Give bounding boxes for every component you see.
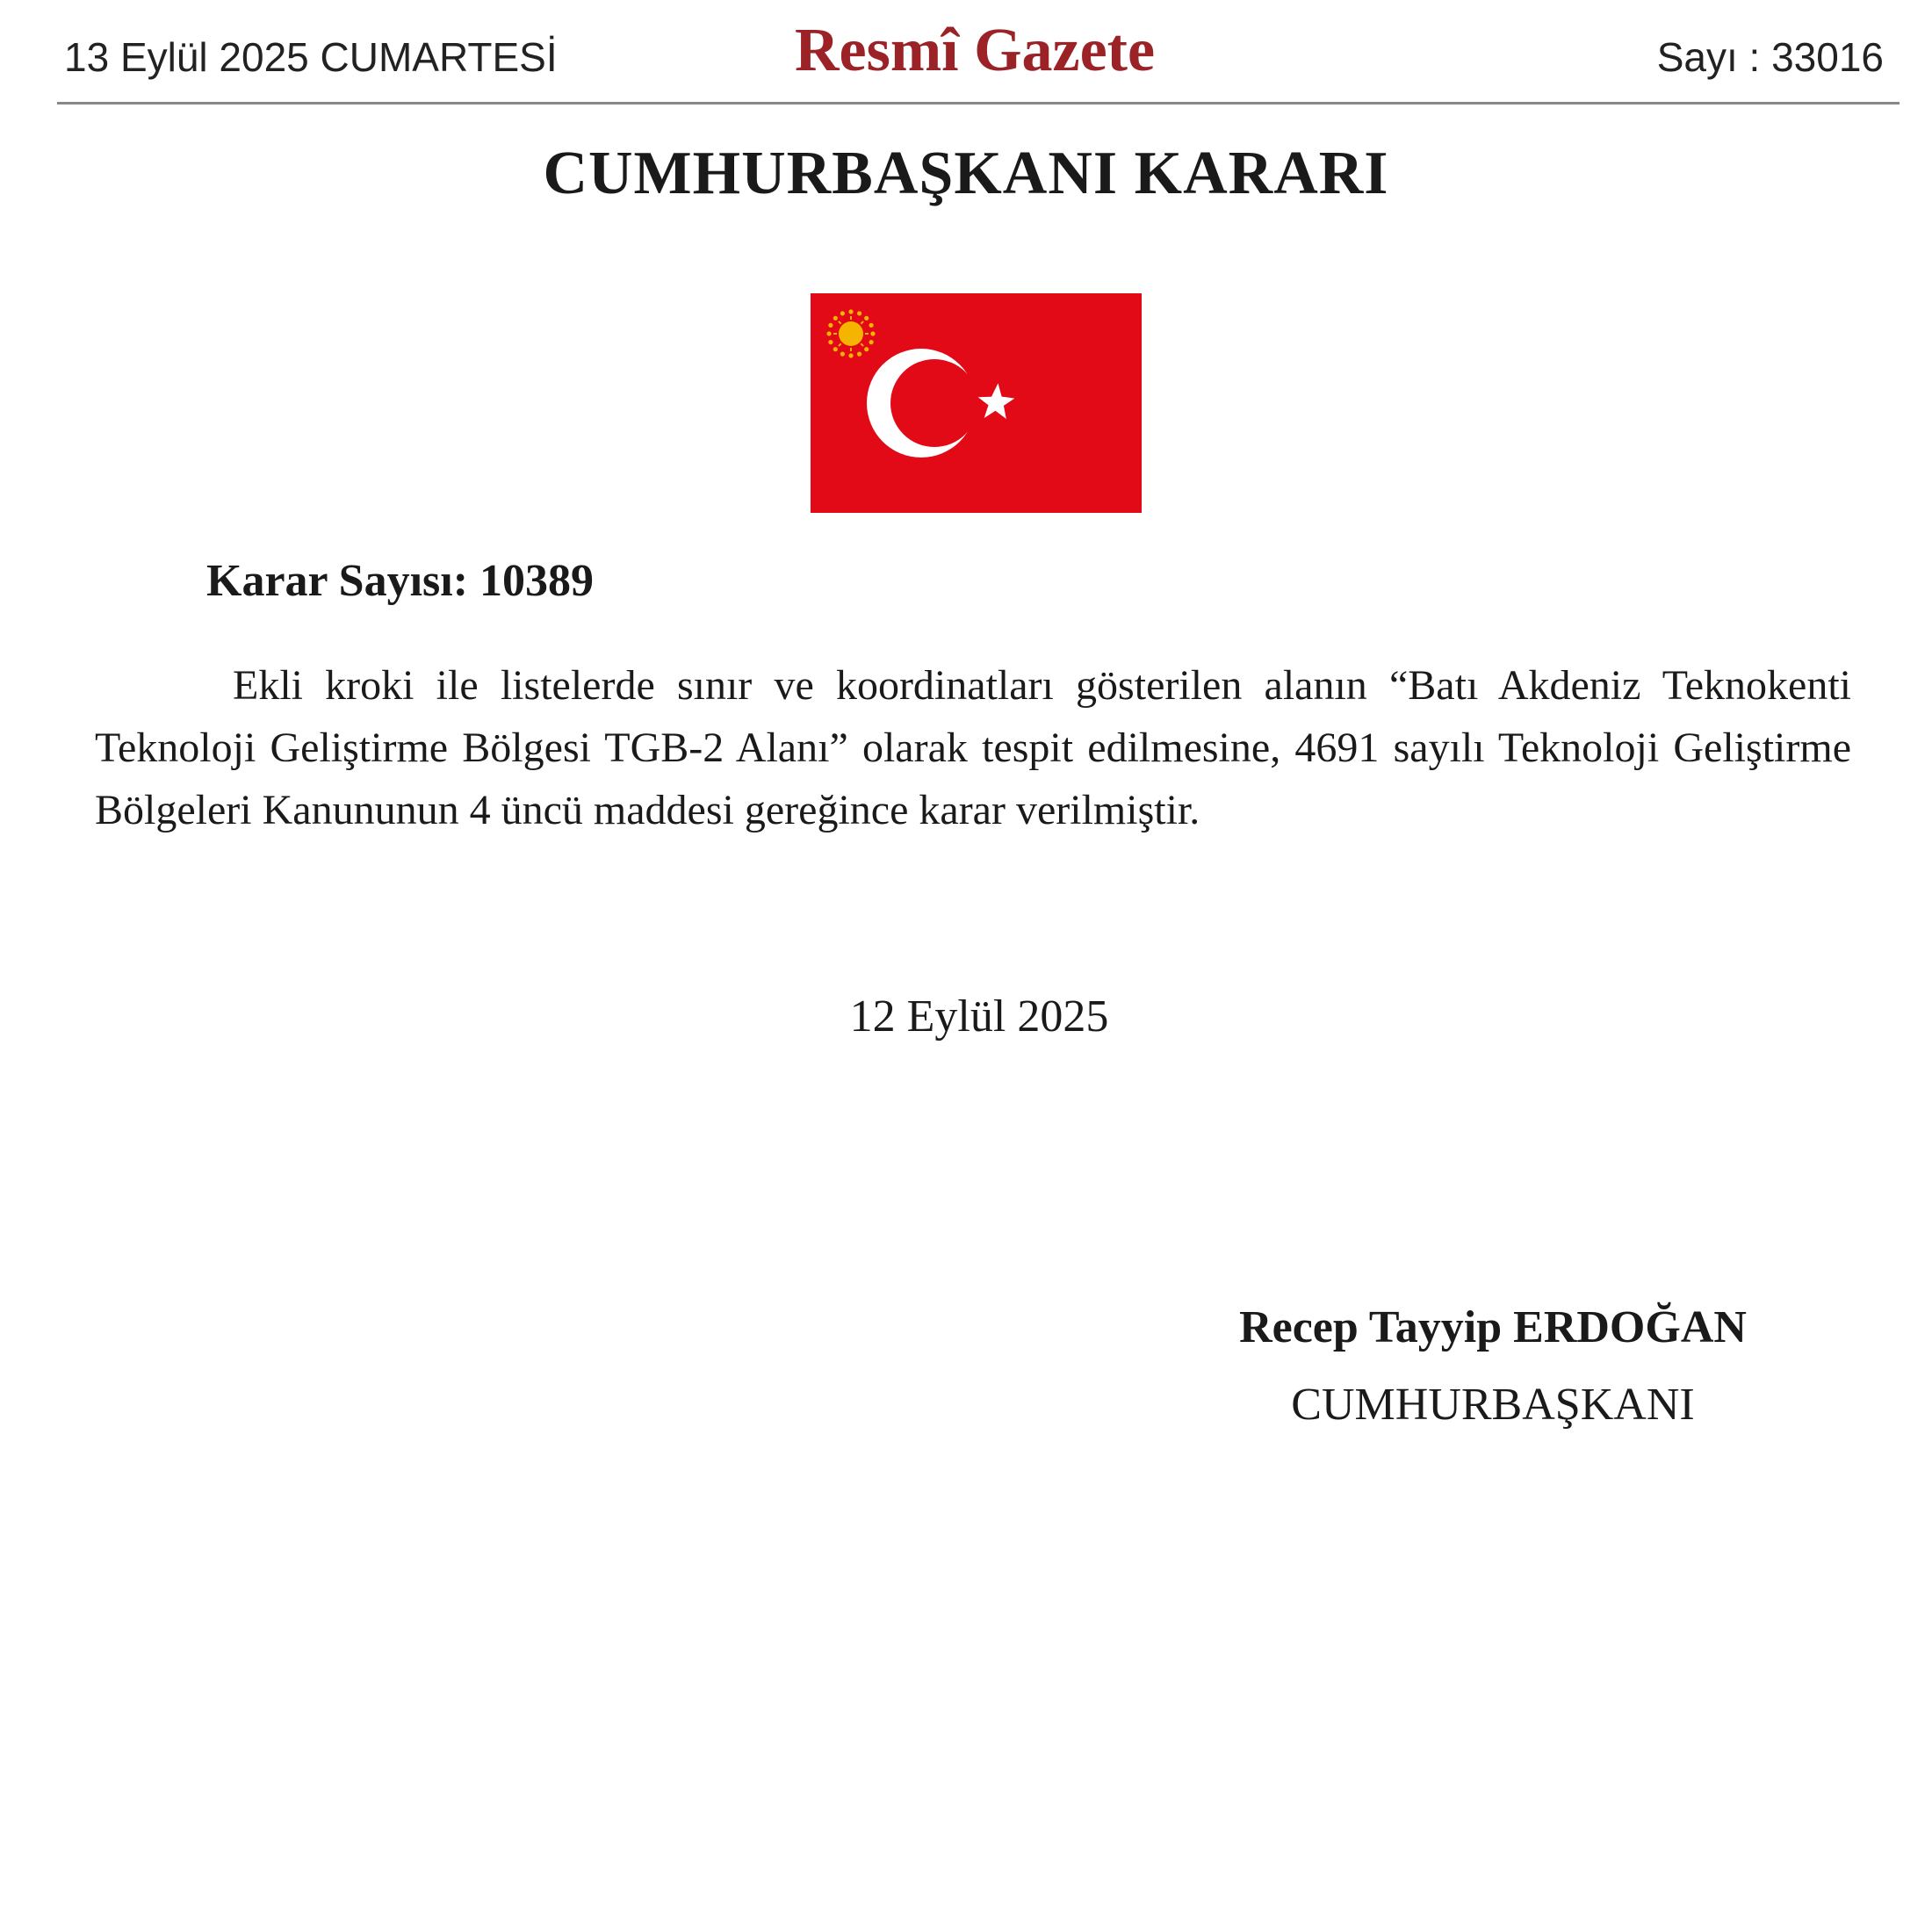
decision-date: 12 Eylül 2025: [849, 991, 1109, 1042]
decision-body: Ekli kroki ile listelerde sınır ve koordinatları gösterilen alanın “Batı Akdeniz Teknokenti Teknoloji Geliştirme Bölgesi TGB-2 Alanı” olarak tespit edilmesine, 4691 sayılı Teknoloji Geliştirme Bölgeleri Kanununun 4 üncü maddesi gereğince karar verilmiştir.: [95, 662, 1851, 833]
signatory-name: Recep Tayyip ERDOĞAN: [1239, 1302, 1747, 1352]
signature-block: [1194, 1298, 1791, 1435]
turkish-flag-icon: [811, 293, 1142, 513]
gazette-title: Resmî Gazete: [794, 17, 1156, 84]
gazette-header: [57, 16, 1892, 104]
header-date: 13 Eylül 2025 CUMARTESİ: [64, 34, 558, 80]
decision-number: Karar Sayısı: 10389: [206, 556, 595, 606]
presidential-seal-icon: [826, 309, 875, 357]
issue-number: Sayı : 33016: [1656, 34, 1884, 80]
header-divider: [57, 102, 1900, 105]
signatory-title: CUMHURBAŞKANI: [1291, 1380, 1695, 1430]
document-heading: CUMHURBAŞKANI KARARI: [543, 140, 1389, 207]
